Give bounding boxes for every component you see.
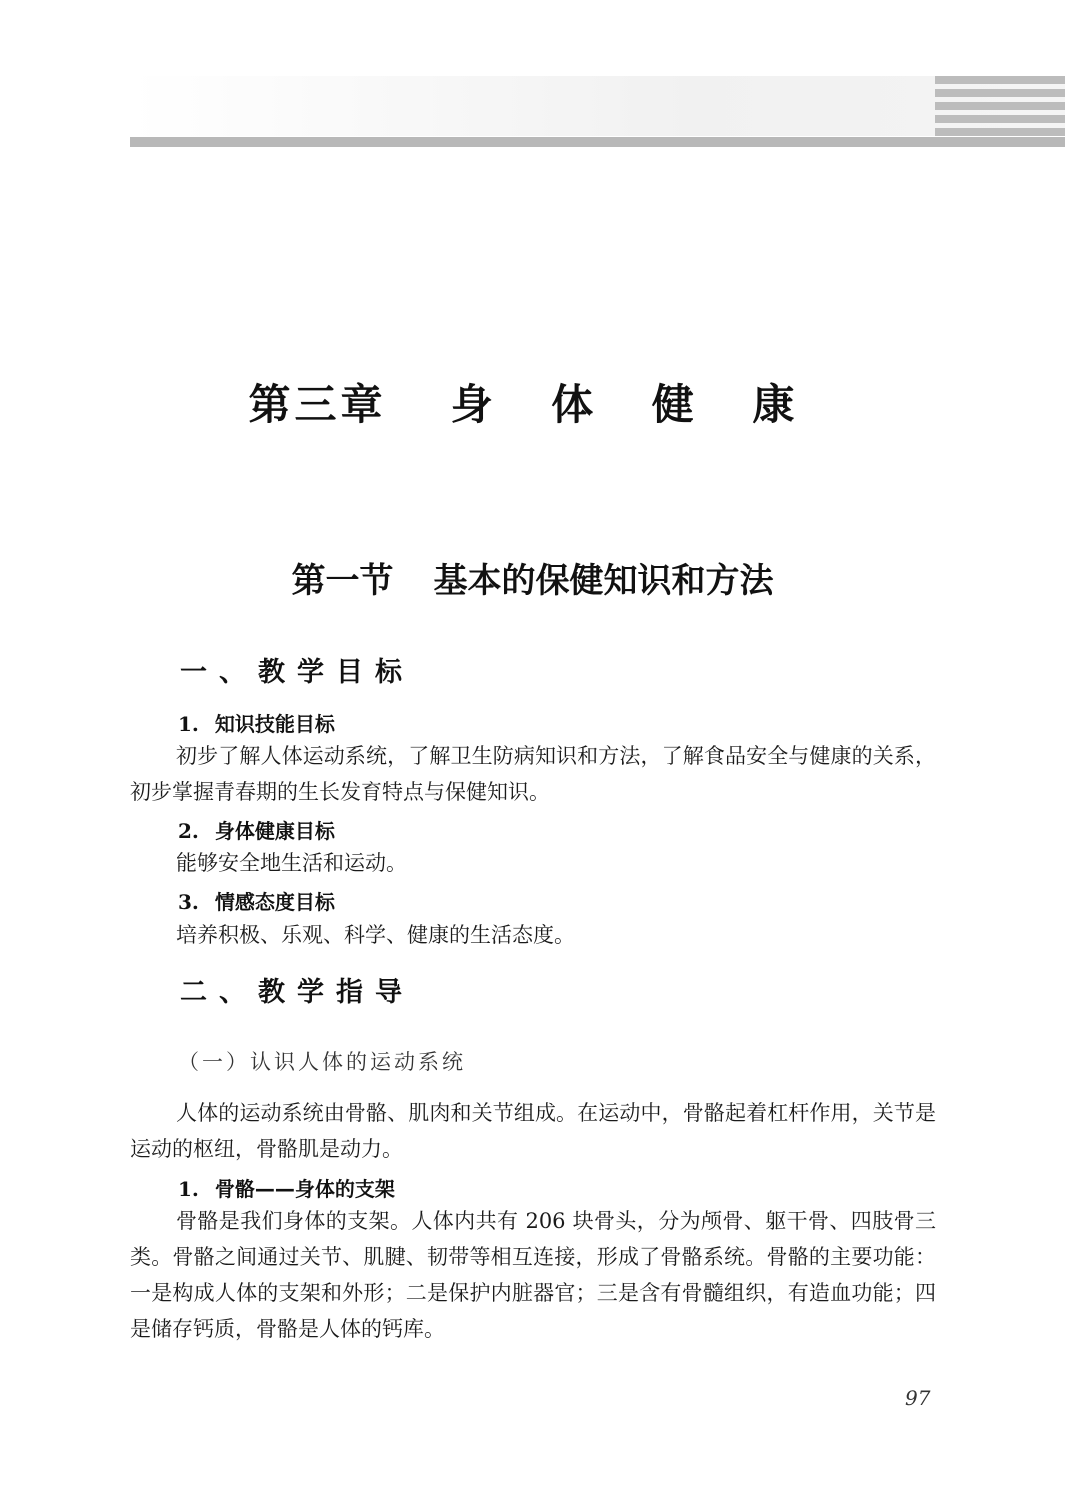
- chapter-title: [0, 372, 1065, 432]
- header-rule: [130, 137, 1065, 147]
- subheading-motor-system: （一）认识人体的运动系统: [178, 1050, 466, 1074]
- subheading-goal-1: [178, 708, 335, 737]
- chapter-name: 身 体 健 康: [450, 380, 817, 429]
- heading-teaching-goals: 一、教学目标: [180, 657, 414, 688]
- goal-1-number: 1.: [178, 712, 199, 736]
- goal-3-number: 3.: [178, 890, 199, 914]
- motor-system-intro: 人体的运动系统由骨骼、肌肉和关节组成。在运动中，骨骼起着杠杆作用，关节是运动的枢纽，骨骼肌是动力。: [130, 1101, 936, 1161]
- goal-2-text: 能够安全地生活和运动。: [176, 851, 407, 875]
- section-number: 第一节: [291, 561, 394, 601]
- goal-3-text: 培养积极、乐观、科学、健康的生活态度。: [176, 923, 575, 947]
- subheading-skeleton: [178, 1173, 395, 1202]
- goal-2-label: 身体健康目标: [214, 819, 335, 843]
- header-band: [130, 76, 1065, 136]
- subheading-goal-3: [178, 886, 335, 915]
- skeleton-text: 骨骼是我们身体的支架。人体内共有 206 块骨头，分为颅骨、躯干骨、四肢骨三类。骨骼之间通过关节、肌腱、韧带等相互连接，形成了骨骼系统。骨骼的主要功能：一是构成人体的支架和外形；二是保护内脏器官；三是含有骨髓组织，有造血功能；四是储存钙质，骨骼是人体的钙库。: [130, 1209, 936, 1341]
- goal-2-number: 2.: [178, 819, 199, 843]
- goal-1-label: 知识技能目标: [214, 712, 335, 736]
- goal-1-text: 初步了解人体运动系统，了解卫生防病知识和方法，了解食品安全与健康的关系，初步掌握青春期的生长发育特点与保健知识。: [130, 744, 936, 804]
- heading-teaching-guidance: 二、教学指导: [180, 977, 414, 1008]
- section-name: 基本的保健知识和方法: [433, 561, 774, 601]
- skeleton-label: 骨骼——身体的支架: [214, 1177, 395, 1201]
- section-title: [0, 553, 1065, 602]
- chapter-number: 第三章: [248, 380, 387, 429]
- subheading-goal-2: [178, 815, 335, 844]
- goal-3-label: 情感态度目标: [214, 890, 335, 914]
- skeleton-number: 1.: [178, 1177, 199, 1201]
- page-number: 97: [905, 1386, 931, 1410]
